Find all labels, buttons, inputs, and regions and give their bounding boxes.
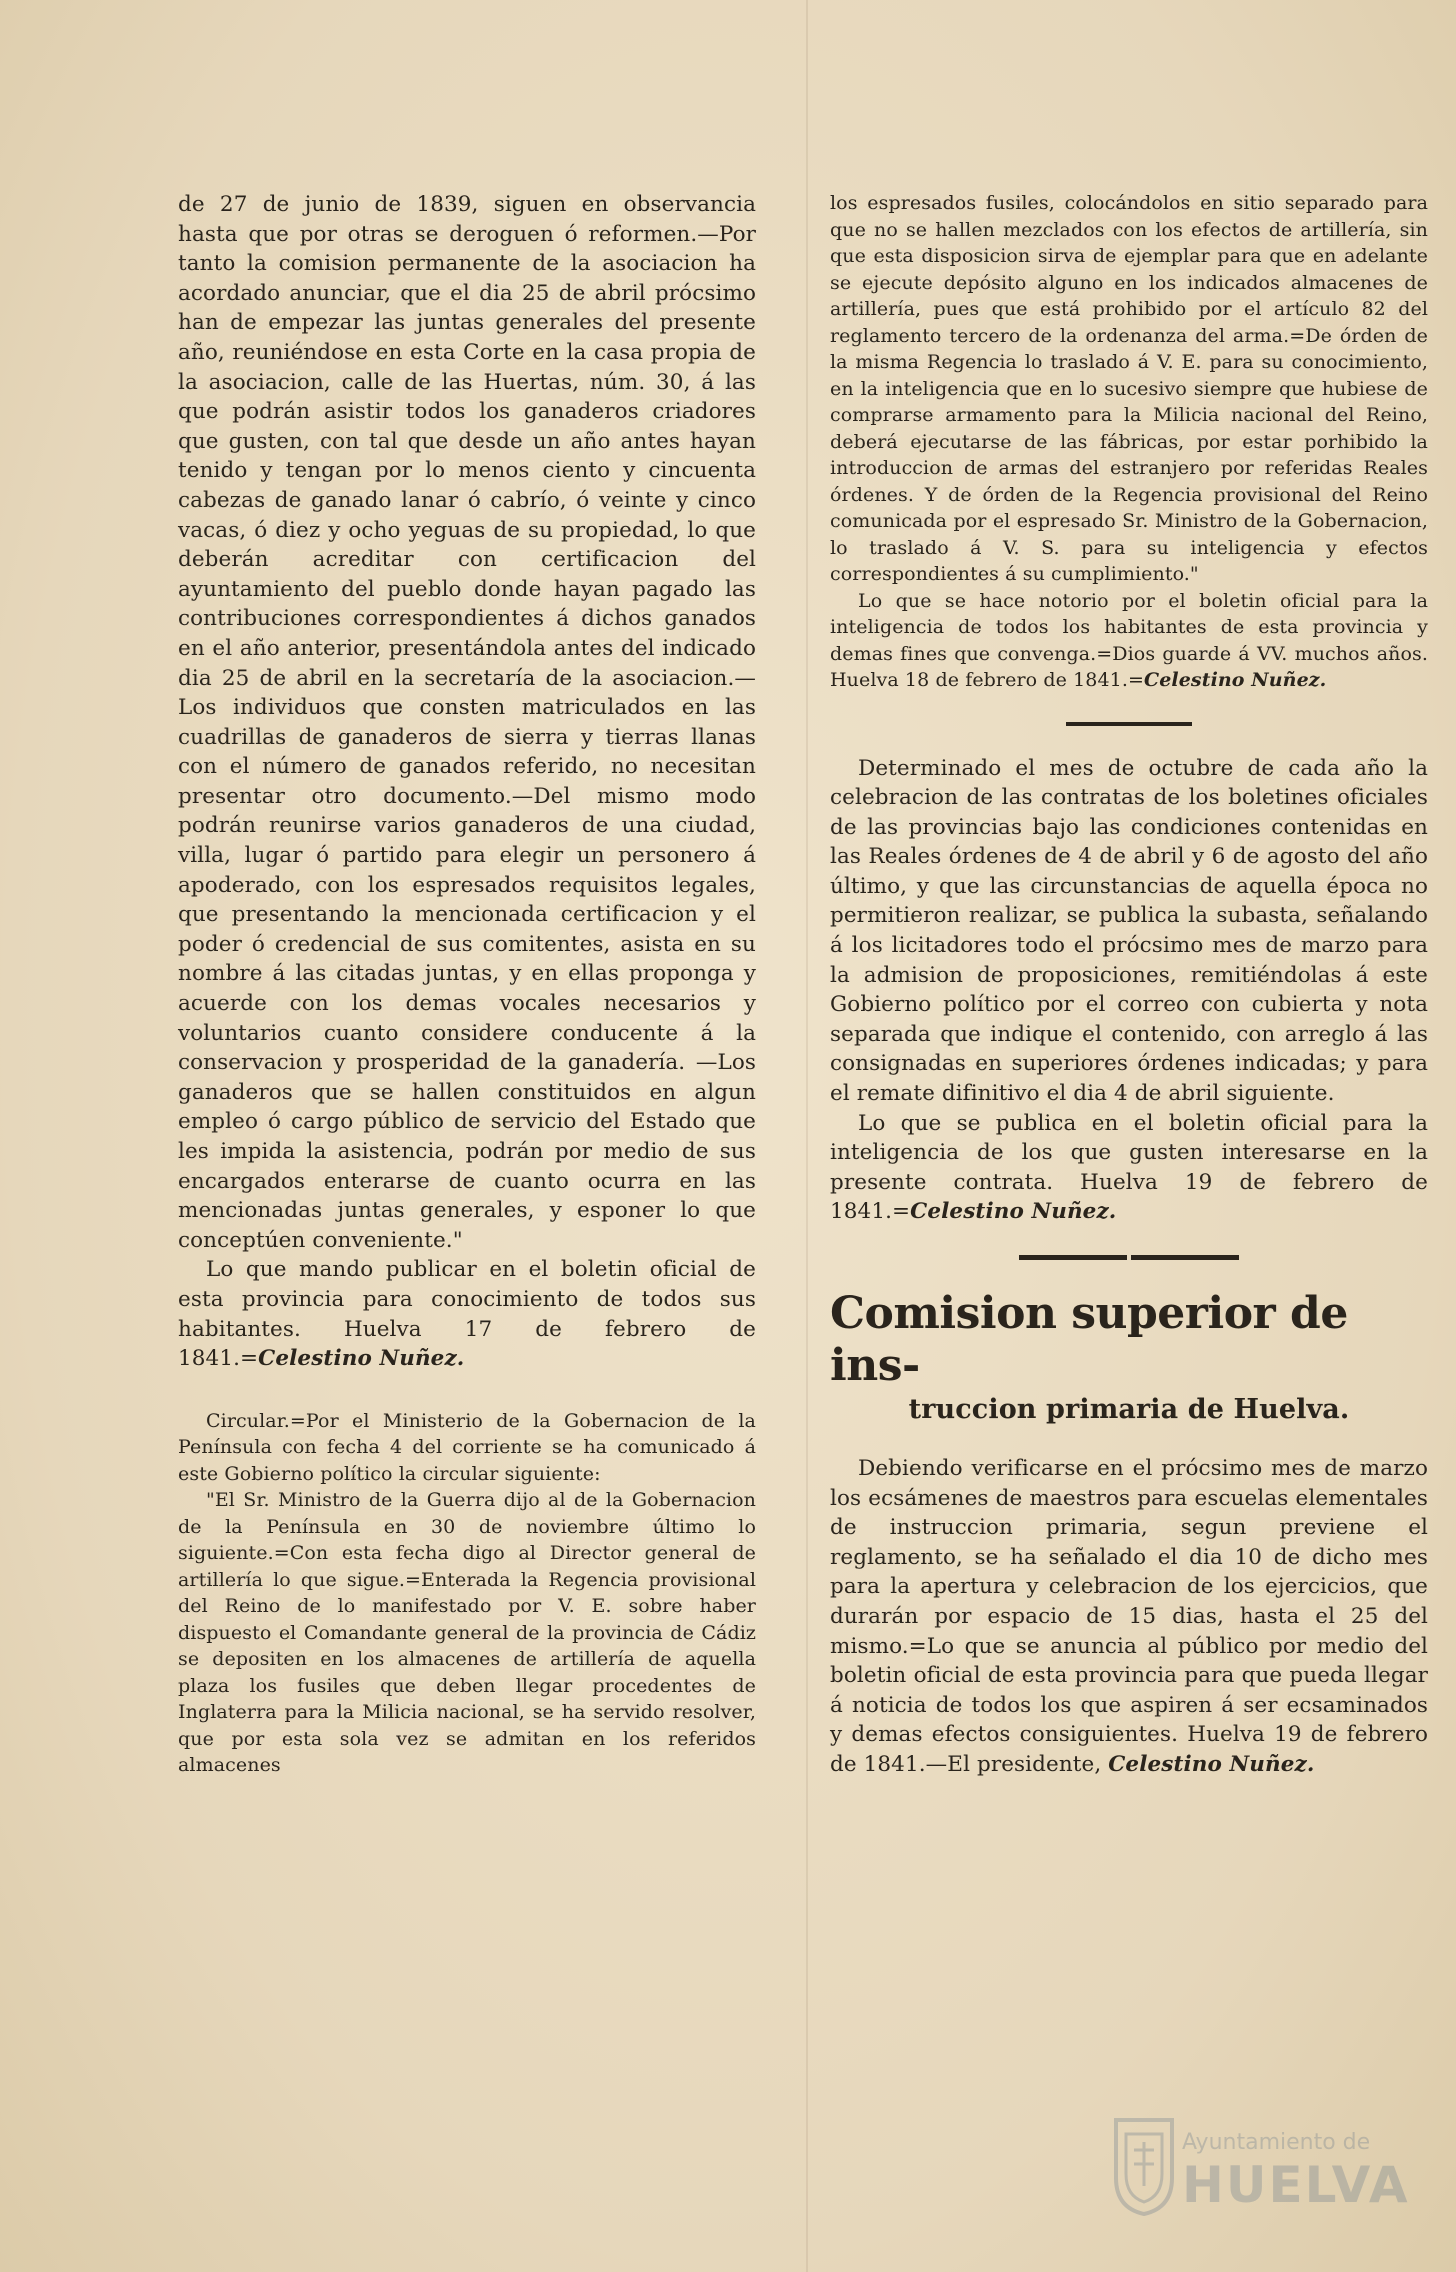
publication-order-text: Lo que mando publicar en el boletin oficial de esta provincia para conocimiento de todos sus habitantes. Huelva 17 de febrero de 1841.= [178, 1257, 756, 1372]
signature: Celestino Nuñez. [910, 1199, 1117, 1225]
circular-continuation-section [830, 190, 1428, 694]
section-divider-double [1019, 1255, 1239, 1260]
publication-order [178, 1255, 756, 1373]
watermark-line2: HUELVA [1182, 2156, 1410, 2214]
signature: Celestino Nuñez. [1108, 1751, 1315, 1777]
signature: Celestino Nuñez. [258, 1346, 465, 1372]
circular-body: "El Sr. Ministro de la Guerra dijo al de la Gobernacion de la Península en 30 de noviembre último lo siguiente.=Con esta fecha digo al Director general de artillería lo que sigue.=Enterada la Regencia provisional del Reino de lo manifestado por V. E. sobre haber dispuesto el Comandante general de la provincia de Cádiz se depositen en los almacenes de artillería de aquella plaza los fusiles que deben llegar procedentes de Inglaterra para la Milicia nacional, se ha servido resolver, que por esta sola vez se admitan en los referidos almacenes [178, 1489, 756, 1777]
contratas-notice: Determinado el mes de octubre de cada año la celebracion de las contratas de los boletines oficiales de las provincias bajo las condiciones contenidas en las Reales órdenes de 4 de abril y 6 de agosto del año último, y que las circunstancias de aquella época no permitieron realizar, se publica la subasta, señalando á los licitadores todo el prócsimo mes de marzo para la admision de proposiciones, remitiéndolas á este Gobierno político por el correo con cubierta y nota separada que indique el contenido, con arreglo á las consignadas en superiores órdenes indicadas; y para el remate difinitivo el dia 4 de abril siguiente. [830, 755, 1428, 1107]
spacer [178, 1374, 756, 1408]
right-column [830, 190, 1428, 1780]
examenes-notice [830, 1454, 1428, 1780]
contratas-publication-text: Lo que se publica en el boletin oficial para la inteligencia de los que gusten interesarse en la presente contrata. Huelva 19 de febrero de 1841.= [830, 1110, 1428, 1225]
circular-publication [830, 588, 1428, 694]
circular-intro: Circular.=Por el Ministerio de la Gobernacion de la Península con fecha 4 del corriente se ha comunicado á este Gobierno político la circular siguiente: [178, 1409, 756, 1485]
watermark [1112, 2110, 1412, 2240]
crest-icon [1112, 2116, 1176, 2216]
left-column [178, 190, 756, 1779]
circular-continuation: los espresados fusiles, colocándolos en sitio separado para que no se hallen mezclados con los efectos de artillería, sin que esta disposicion sirva de ejemplar para que en adelante se ejecute depósito alguno en los indicados almacenes de artillería, pues que está prohibido por el artículo 82 del reglamento tercero de la ordenanza del arma.=De órden de la misma Regencia lo traslado á V. E. para su conocimiento, en la inteligencia que en lo sucesivo siempre que hubiese de comprarse armamento para la Milicia nacional del Reino, deberá ejecutarse de las fábricas, por estar porhibido la introduccion de armas del estranjero por referidas Reales órdenes. Y de órden de la Regencia provisional del Reino comunicada por el espresado Sr. Ministro de la Gobernacion, lo traslado á V. S. para su inteligencia y efectos correspondientes á su cumplimiento." [830, 192, 1428, 585]
watermark-line1: Ayuntamiento de [1182, 2130, 1371, 2155]
circular-section [178, 1408, 756, 1779]
section-divider [1066, 722, 1192, 726]
section-heading: Comision superior de ins- [830, 1288, 1348, 1391]
signature: Celestino Nuñez. [1143, 669, 1327, 691]
ganaderia-continuation: de 27 de junio de 1839, siguen en observancia hasta que por otras se deroguen ó reformen.—Por tanto la comision permanente de la asociacion ha acordado anunciar, que el dia 25 de abril prócsimo han de empezar las juntas generales del presente año, reuniéndose en esta Corte en la casa propia de la asociacion, calle de las Huertas, núm. 30, á las que podrán asistir todos los ganaderos criadores que gusten, con tal que desde un año antes hayan tenido y tengan por lo menos ciento y cincuenta cabezas de ganado lanar ó cabrío, ó veinte y cinco vacas, ó diez y ocho yeguas de su propiedad, lo que deberán acreditar con certificacion del ayuntamiento del pueblo donde hayan pagado las contribuciones correspondientes á dichos ganados en el año anterior, presentándola antes del indicado dia 25 de abril en la secretaría de la asociacion.—Los individuos que consten matriculados en las cuadrillas de ganaderos de sierra y tierras llanas con el número de ganados referido, no necesitan presentar otro documento.—Del mismo modo podrán reunirse varios ganaderos de una ciudad, villa, lugar ó partido para elegir un personero á apoderado, con los espresados requisitos legales, que presentando la mencionada certificacion y el poder ó credencial de sus comitentes, asista en su nombre á las citadas juntas, y en ellas proponga y acuerde con los demas vocales necesarios y voluntarios cuanto considere conducente á la conservacion y prosperidad de la ganadería. —Los ganaderos que se hallen constituidos en algun empleo ó cargo público de servicio del Estado que les impida la asistencia, podrán por medio de sus encargados enterarse de cuanto ocurra en las mencionadas juntas generales, y esponer lo que conceptúen conveniente." [178, 192, 756, 1253]
examenes-notice-text: Debiendo verificarse en el prócsimo mes de marzo los ecsámenes de maestros para escuelas elementales de instruccion primaria, segun previene el reglamento, se ha señalado el dia 10 de dicho mes para la apertura y celebracion de los ejercicios, que durarán por espacio de 15 dias, hasta el 25 del mismo.=Lo que se anuncia al público por medio del boletin oficial de esta provincia para que pueda llegar á noticia de todos los que aspiren á ser ecsaminados y demas efectos consiguientes. Huelva 19 de febrero de 1841.—El presidente, [830, 1456, 1428, 1777]
contratas-publication [830, 1109, 1428, 1227]
section-subheading: truccion primaria de Huelva. [908, 1394, 1350, 1425]
circular-publication-text: Lo que se hace notorio por el boletin oficial para la inteligencia de todos los habitantes de esta provincia y demas fines que convenga.=Dios guarde á VV. muchos años. Huelva 18 de febrero de 1841.= [830, 589, 1428, 691]
page-fold [806, 0, 808, 2272]
